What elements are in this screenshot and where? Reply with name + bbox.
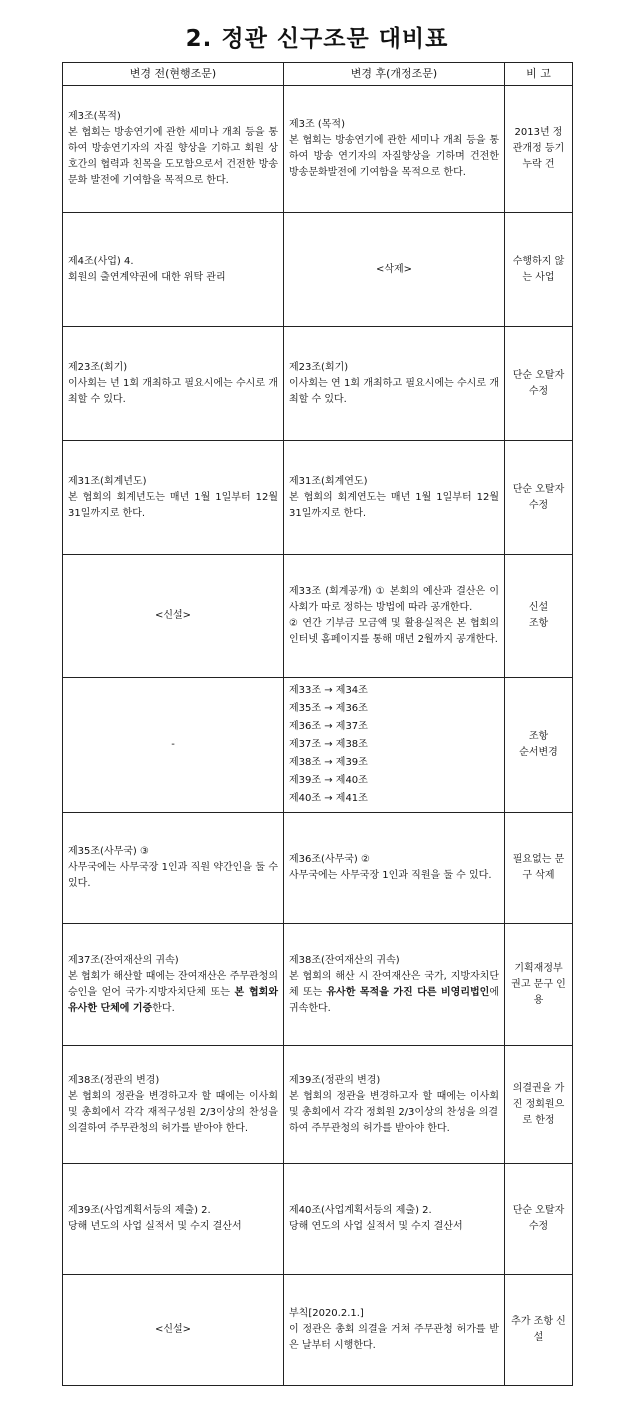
cell-before: 제35조(사무국) ③ 사무국에는 사무국장 1인과 직원 약간인을 둘 수 있다. xyxy=(63,813,284,924)
cell-after: 제40조(사업계획서등의 제출) 2. 당해 연도의 사업 실적서 및 수지 결산서 xyxy=(284,1164,505,1275)
table-header-row xyxy=(63,63,573,86)
cell-note: 단순 오탈자 수정 xyxy=(505,1164,573,1275)
before-bold-text: 본 협회와 유사한 단체에 기증 xyxy=(68,986,279,1014)
cell-before: 제4조(사업) 4. 회원의 출연계약권에 대한 위탁 관리 xyxy=(63,213,284,327)
cell-before: <신설> xyxy=(63,1275,284,1386)
cell-after: 제31조(회계연도) 본 협회의 회계연도는 매년 1월 1일부터 12월 31일까지로 한다. xyxy=(284,441,505,555)
page-title: 2. 정관 신구조문 대비표 xyxy=(185,26,449,52)
cell-before: 제3조(목적) 본 협회는 방송연기에 관한 세미나 개최 등을 통하여 방송연기자의 자질 향상을 기하고 회원 상호간의 협력과 친목을 도모함으로서 건전한 방송문화 발전에 기여함을 목적으로 한다. xyxy=(63,86,284,213)
cell-note: 조항 순서변경 xyxy=(505,678,573,813)
cell-before xyxy=(63,924,284,1046)
header-after: 변경 후(개정조문) xyxy=(284,63,505,86)
comparison-table xyxy=(62,62,573,1386)
cell-after: 제36조(사무국) ② 사무국에는 사무국장 1인과 직원을 둘 수 있다. xyxy=(284,813,505,924)
after-tail-text: 에 귀속한다. xyxy=(289,986,499,1014)
cell-before: 제39조(사업계획서등의 제출) 2. 당해 년도의 사업 실적서 및 수지 결산서 xyxy=(63,1164,284,1275)
before-text: 제37조(잔여재산의 귀속) 본 협회가 해산할 때에는 잔여재산은 주무관청의 승인을 얻어 국가·지방자치단체 또는 xyxy=(68,954,278,998)
cell-before: 제31조(회계년도) 본 협회의 회계년도는 매년 1월 1일부터 12월 31일까지로 한다. xyxy=(63,441,284,555)
cell-after: 제33조 (회계공개) ① 본회의 예산과 결산은 이사회가 따로 정하는 방법에 따라 공개한다. ② 연간 기부금 모금액 및 활용실적은 본 협회의 인터넷 홈페이지를 통해 매년 2월까지 공개한다. xyxy=(284,555,505,678)
cell-note: 추가 조항 신설 xyxy=(505,1275,573,1386)
cell-after: 부칙[2020.2.1.] 이 정관은 총회 의결을 거쳐 주무관청 허가를 받은 날부터 시행한다. xyxy=(284,1275,505,1386)
cell-before: 제23조(회기) 이사회는 년 1회 개최하고 필요시에는 수시로 개최할 수 있다. xyxy=(63,327,284,441)
table-row xyxy=(63,1046,573,1164)
after-text: 제38조(잔여재산의 귀속) 본 협회의 해산 시 잔여재산은 국가, 지방자치단체 또는 xyxy=(289,954,499,998)
header-before: 변경 전(현행조문) xyxy=(63,63,284,86)
cell-note: 단순 오탈자 수정 xyxy=(505,441,573,555)
cell-before: - xyxy=(63,678,284,813)
cell-note: 2013년 정관개정 등기 누락 건 xyxy=(505,86,573,213)
table-row xyxy=(63,813,573,924)
after-bold-text: 유사한 목적을 가진 다른 비영리법인 xyxy=(326,986,490,998)
cell-note: 의결권을 가진 정회원으로 한정 xyxy=(505,1046,573,1164)
cell-note: 단순 오탈자 수정 xyxy=(505,327,573,441)
cell-after: 제33조 → 제34조 제35조 → 제36조 제36조 → 제37조 제37조 → 제38조 제38조 → 제39조 제39조 → 제40조 제40조 → 제41조 xyxy=(284,678,505,813)
cell-note: 기획재정부 권고 문구 인용 xyxy=(505,924,573,1046)
before-tail-text: 한다. xyxy=(152,1002,175,1014)
cell-after: 제23조(회기) 이사회는 연 1회 개최하고 필요시에는 수시로 개최할 수 있다. xyxy=(284,327,505,441)
cell-after: 제3조 (목적) 본 협회는 방송연기에 관한 세미나 개최 등을 통하여 방송 연기자의 자질향상을 기하며 건전한 방송문화발전에 기여함을 목적으로 한다. xyxy=(284,86,505,213)
table-row xyxy=(63,678,573,813)
cell-before: 제38조(정관의 변경) 본 협회의 정관을 변경하고자 할 때에는 이사회 및 총회에서 각각 재적구성원 2/3이상의 찬성을 의결하여 주무관청의 허가를 받아야 한다. xyxy=(63,1046,284,1164)
table-row xyxy=(63,1275,573,1386)
table-row xyxy=(63,555,573,678)
table-row xyxy=(63,924,573,1046)
cell-after: 제39조(정관의 변경) 본 협회의 정관을 변경하고자 할 때에는 이사회 및 총회에서 각각 정회원 2/3이상의 찬성을 의결 하여 주무관청의 허가를 받아야 한다. xyxy=(284,1046,505,1164)
cell-note: 수행하지 않는 사업 xyxy=(505,213,573,327)
table-row xyxy=(63,441,573,555)
cell-note: 신설 조항 xyxy=(505,555,573,678)
table-row xyxy=(63,327,573,441)
table-row xyxy=(63,86,573,213)
cell-after xyxy=(284,924,505,1046)
cell-before: <신설> xyxy=(63,555,284,678)
header-note: 비 고 xyxy=(505,63,573,86)
cell-after: <삭제> xyxy=(284,213,505,327)
table-row xyxy=(63,1164,573,1275)
cell-note: 필요없는 문구 삭제 xyxy=(505,813,573,924)
table-row xyxy=(63,213,573,327)
